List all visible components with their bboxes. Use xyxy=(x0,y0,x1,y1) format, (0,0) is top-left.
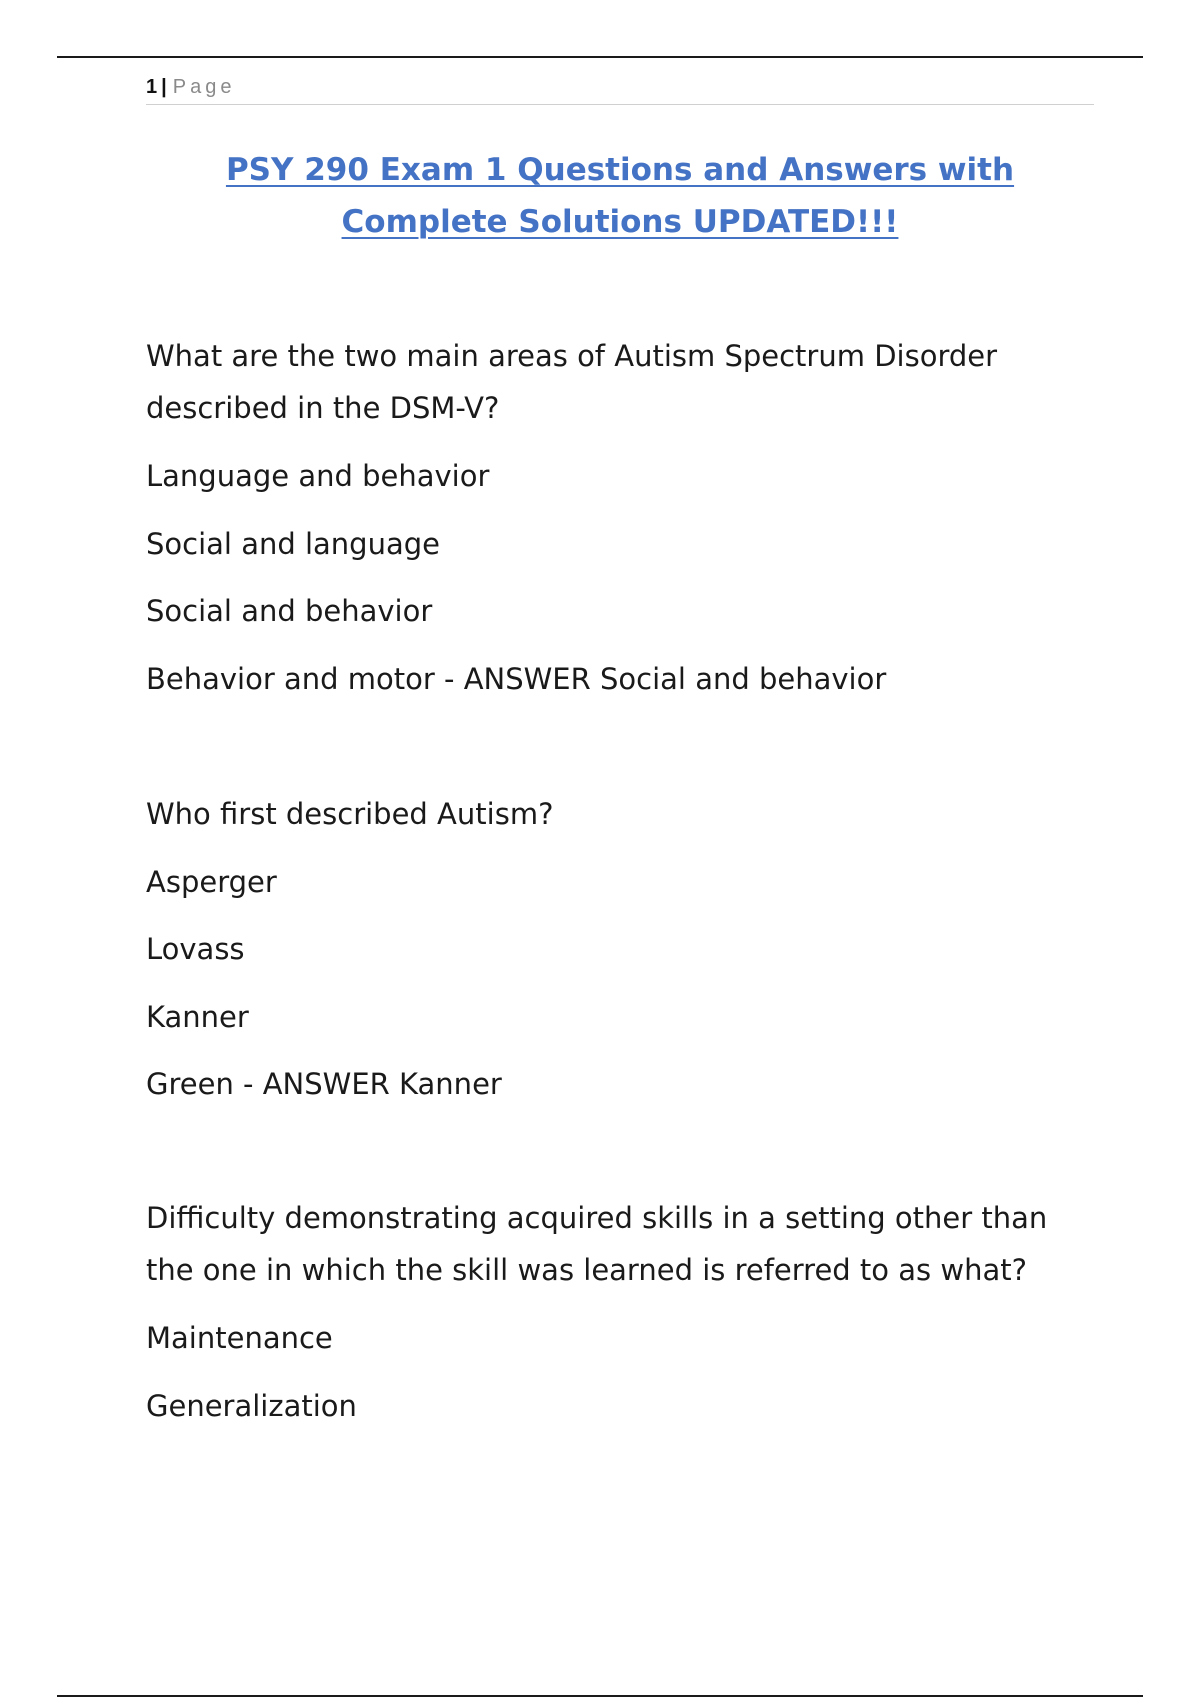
question-2-option-1: Asperger xyxy=(146,865,277,899)
page-number: 1 xyxy=(146,76,158,98)
question-1-option-4: Behavior and motor - ANSWER Social and behavior xyxy=(146,662,887,696)
question-2-option-2: Lovass xyxy=(146,932,245,966)
document-title xyxy=(146,144,1094,248)
question-2-option-3: Kanner xyxy=(146,1000,249,1034)
question-3-option-1: Maintenance xyxy=(146,1321,333,1355)
question-1-text: What are the two main areas of Autism Spectrum Disorder described in the DSM-V? xyxy=(146,339,998,425)
question-2-option-4: Green - ANSWER Kanner xyxy=(146,1067,502,1101)
title-line-1: PSY 290 Exam 1 Questions and Answers with xyxy=(225,152,1015,188)
title-line-2: Complete Solutions UPDATED!!! xyxy=(341,204,899,240)
page-separator: | xyxy=(161,76,167,98)
question-1-option-3: Social and behavior xyxy=(146,594,433,628)
question-3-text: Difficulty demonstrating acquired skills in a setting other than the one in which the skill was learned is referred to as what? xyxy=(146,1201,1048,1287)
question-3-option-2: Generalization xyxy=(146,1389,357,1423)
question-1-option-1: Language and behavior xyxy=(146,459,490,493)
page-header xyxy=(146,72,1094,105)
page-label: Page xyxy=(172,76,236,98)
top-page-border xyxy=(57,56,1143,58)
bottom-page-border xyxy=(57,1695,1143,1697)
question-2-text: Who first described Autism? xyxy=(146,797,554,831)
question-1-option-2: Social and language xyxy=(146,527,440,561)
